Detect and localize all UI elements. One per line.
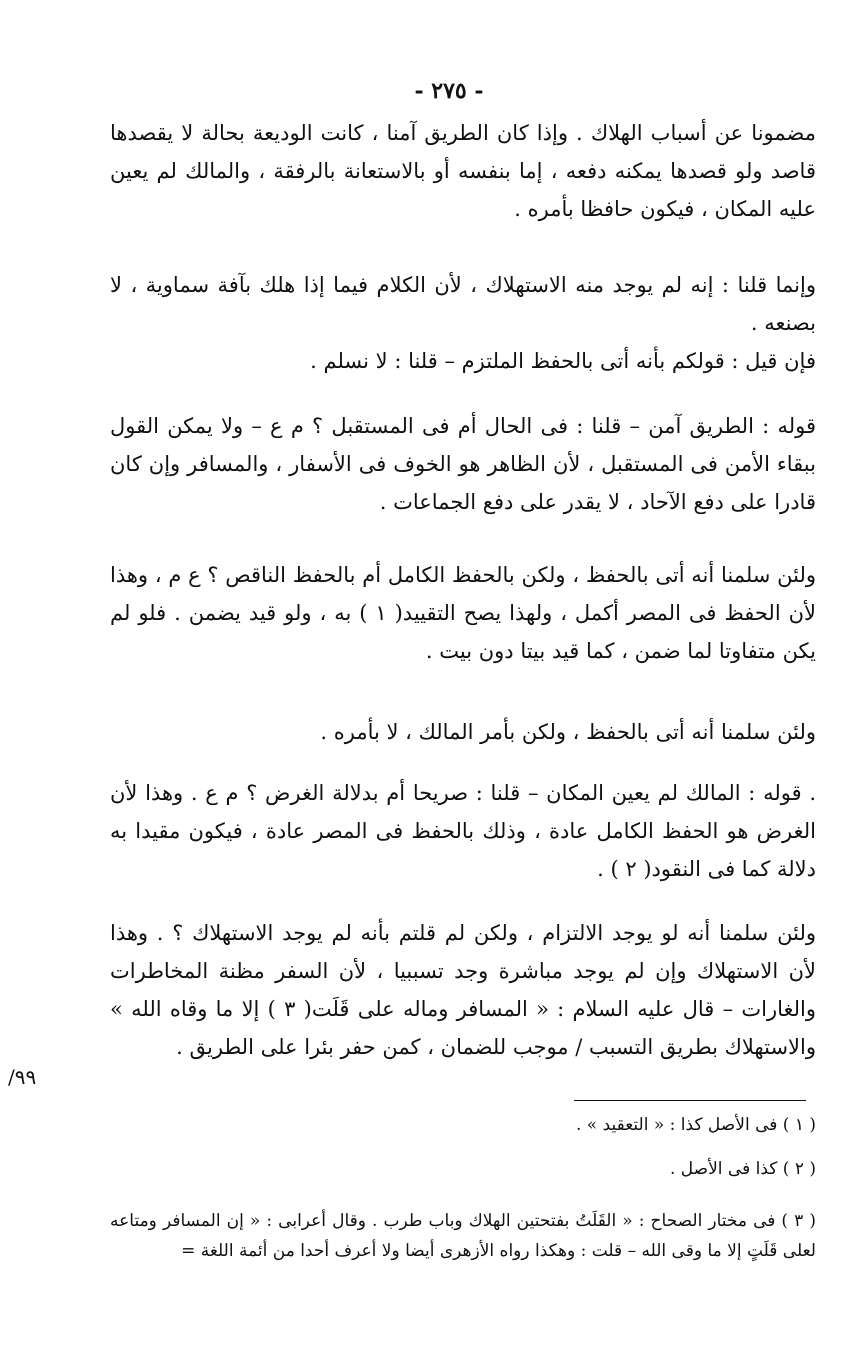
paragraph-8: ولئن سلمنا أنه لو يوجد الالتزام ، ولكن لم قلتم بأنه لم يوجد الاستهلاك ؟ . وهذا لأن الاستهلاك وإن لم يوجد مباشرة وجد تسببيا ، لأن السفر مظنة المخاطرات والغارات – قال عليه السلام : « المسافر وماله على قَلَت( ٣ ) إلا ما وقاه الله » والاستهلاك بطريق التسبب / موجب للضمان ، كمن حفر بئرا على الطريق . bbox=[110, 921, 816, 1059]
footnote-divider bbox=[574, 1100, 806, 1101]
footnote-2: ( ٢ ) كذا فى الأصل . bbox=[669, 1159, 816, 1179]
paragraph-4: قوله : الطريق آمن – قلنا : فى الحال أم فى المستقبل ؟ م ع – ولا يمكن القول ببقاء الأمن فى المستقبل ، لأن الظاهر هو الخوف فى الأسفار ، والمسافر وإن كان قادرا على دفع الآحاد ، لا يقدر على دفع الجماعات . bbox=[110, 414, 816, 514]
paragraph-3: فإن قيل : قولكم بأنه أتى بالحفظ الملتزم – قلنا : لا نسلم . bbox=[310, 349, 816, 373]
paragraph-5: ولئن سلمنا أنه أتى بالحفظ ، ولكن بالحفظ الكامل أم بالحفظ الناقص ؟ ع م ، وهذا لأن الحفظ فى المصر أكمل ، ولهذا يصح التقييد( ١ ) به ، ولو قيد يضمن . فلو لم يكن متفاوتا لما ضمن ، كما قيد بيتا دون بيت . bbox=[110, 563, 816, 663]
margin-folio-note: ٩٩/ bbox=[8, 1065, 37, 1089]
footnote-3: ( ٣ ) فى مختار الصحاح : « القَلَتُ بفتحتين الهلاك وباب طرب . وقال أعرابى : « إن المسافر ومتاعه لعلى قَلَتٍ إلا ما وقى الله – قلت : وهكذا رواه الأزهرى أيضا ولا أعرف أحدا من أئمة اللغة = bbox=[110, 1211, 816, 1261]
paragraph-1: مضمونا عن أسباب الهلاك . وإذا كان الطريق آمنا ، كانت الوديعة بحالة لا يقصدها قاصد ولو قصدها يمكنه دفعه ، إما بنفسه أو بالاستعانة بالرفقة ، والمالك لم يعين عليه المكان ، فيكون حافظا بأمره . bbox=[110, 121, 816, 221]
page-number: - ٢٧٥ - bbox=[414, 78, 484, 104]
paragraph-2: وإنما قلنا : إنه لم يوجد منه الاستهلاك ، لأن الكلام فيما إذا هلك بآفة سماوية ، لا بصنعه . bbox=[110, 273, 816, 335]
footnote-1: ( ١ ) فى الأصل كذا : « التعقيد » . bbox=[575, 1115, 816, 1135]
paragraph-7: . قوله : المالك لم يعين المكان – قلنا : صريحا أم بدلالة الغرض ؟ م ع . وهذا لأن الغرض هو الحفظ الكامل عادة ، وذلك بالحفظ فى المصر عادة ، فيكون مقيدا به دلالة كما فى النقود( ٢ ) . bbox=[110, 781, 816, 881]
paragraph-6: ولئن سلمنا أنه أتى بالحفظ ، ولكن بأمر المالك ، لا بأمره . bbox=[320, 720, 816, 744]
